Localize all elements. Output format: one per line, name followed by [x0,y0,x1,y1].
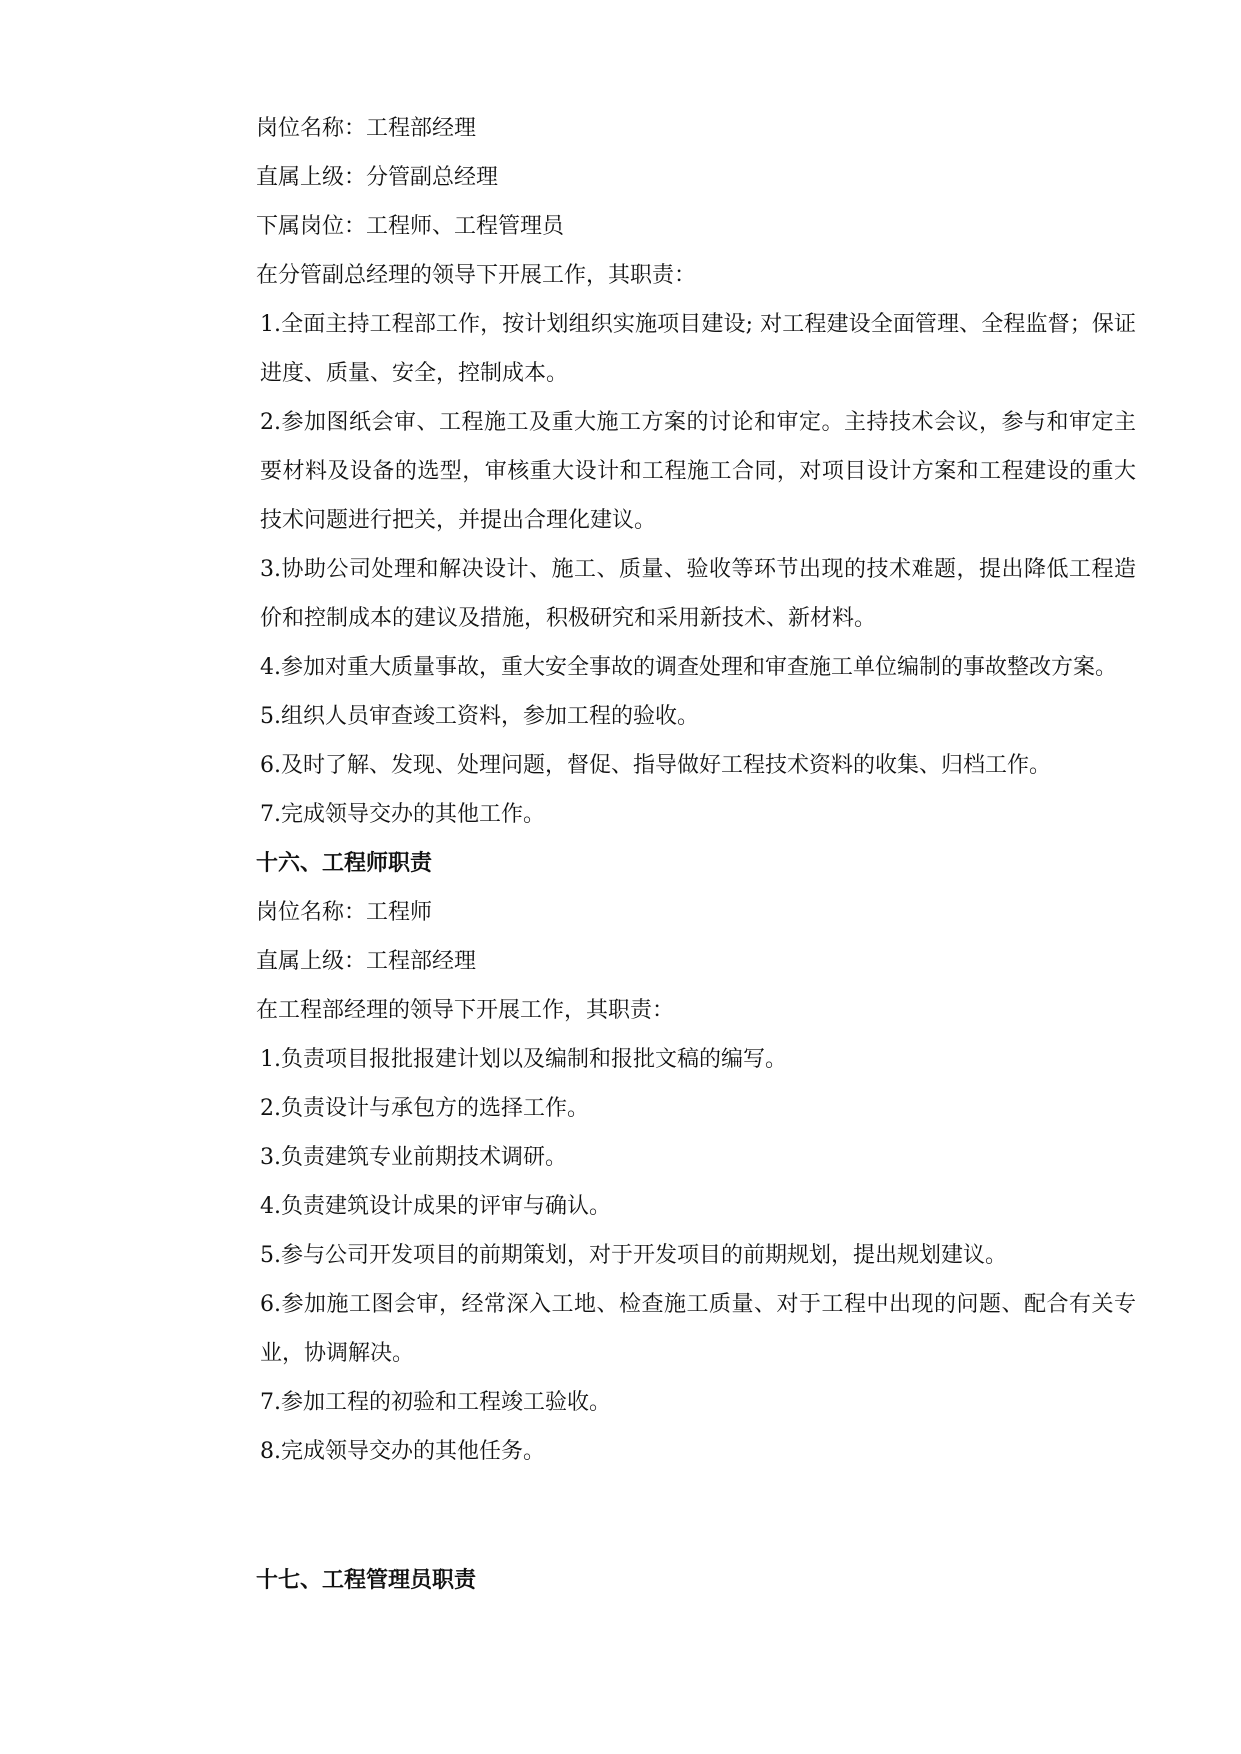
document-body [208,104,1136,1605]
section-heading: 十六、工程师职责 [256,851,433,876]
duty-item: 5.参与公司开发项目的前期策划，对于开发项目的前期规划，提出规划建议。 [260,1243,1007,1268]
duty-item: 8.完成领导交办的其他任务。 [260,1439,545,1464]
duty-item: 4.负责建筑设计成果的评审与确认。 [260,1194,611,1219]
duty-item: 7.完成领导交办的其他工作。 [260,802,545,827]
duty-item: 5.组织人员审查竣工资料，参加工程的验收。 [260,704,699,729]
post-name: 岗位名称：工程师 [256,900,433,925]
duty-item: 3.协助公司处理和解决设计、施工、质量、验收等环节出现的技术难题，提出降低工程造价和控制成本的建议及措施，积极研究和采用新技术、新材料。 [260,557,1136,631]
post-name: 岗位名称：工程部经理 [256,116,477,141]
direct-superior: 直属上级：分管副总经理 [256,165,499,190]
duty-item: 6.参加施工图会审，经常深入工地、检查施工质量、对于工程中出现的问题、配合有关专业，协调解决。 [260,1292,1136,1366]
duty-item: 1.全面主持工程部工作，按计划组织实施项目建设; 对工程建设全面管理、全程监督；保证进度、质量、安全，控制成本。 [260,312,1136,386]
duty-item: 2.参加图纸会审、工程施工及重大施工方案的讨论和审定。主持技术会议，参与和审定主要材料及设备的选型，审核重大设计和工程施工合同，对项目设计方案和工程建设的重大技术问题进行把关，并提出合理化建议。 [260,410,1136,533]
duty-item: 1.负责项目报批报建计划以及编制和报批文稿的编写。 [260,1047,787,1072]
direct-superior: 直属上级：工程部经理 [256,949,477,974]
duties-intro: 在工程部经理的领导下开展工作，其职责： [256,998,675,1023]
duty-item: 3.负责建筑专业前期技术调研。 [260,1145,567,1170]
section-heading: 十七、工程管理员职责 [256,1568,477,1593]
duty-item: 4.参加对重大质量事故，重大安全事故的调查处理和审查施工单位编制的事故整改方案。 [260,655,1117,680]
section-spacer [208,1476,1136,1556]
subordinate-posts: 下属岗位：工程师、工程管理员 [256,214,565,239]
duty-item: 2.负责设计与承包方的选择工作。 [260,1096,589,1121]
duty-item: 6.及时了解、发现、处理问题，督促、指导做好工程技术资料的收集、归档工作。 [260,753,1051,778]
duties-intro: 在分管副总经理的领导下开展工作，其职责： [256,263,697,288]
duty-item: 7.参加工程的初验和工程竣工验收。 [260,1390,611,1415]
